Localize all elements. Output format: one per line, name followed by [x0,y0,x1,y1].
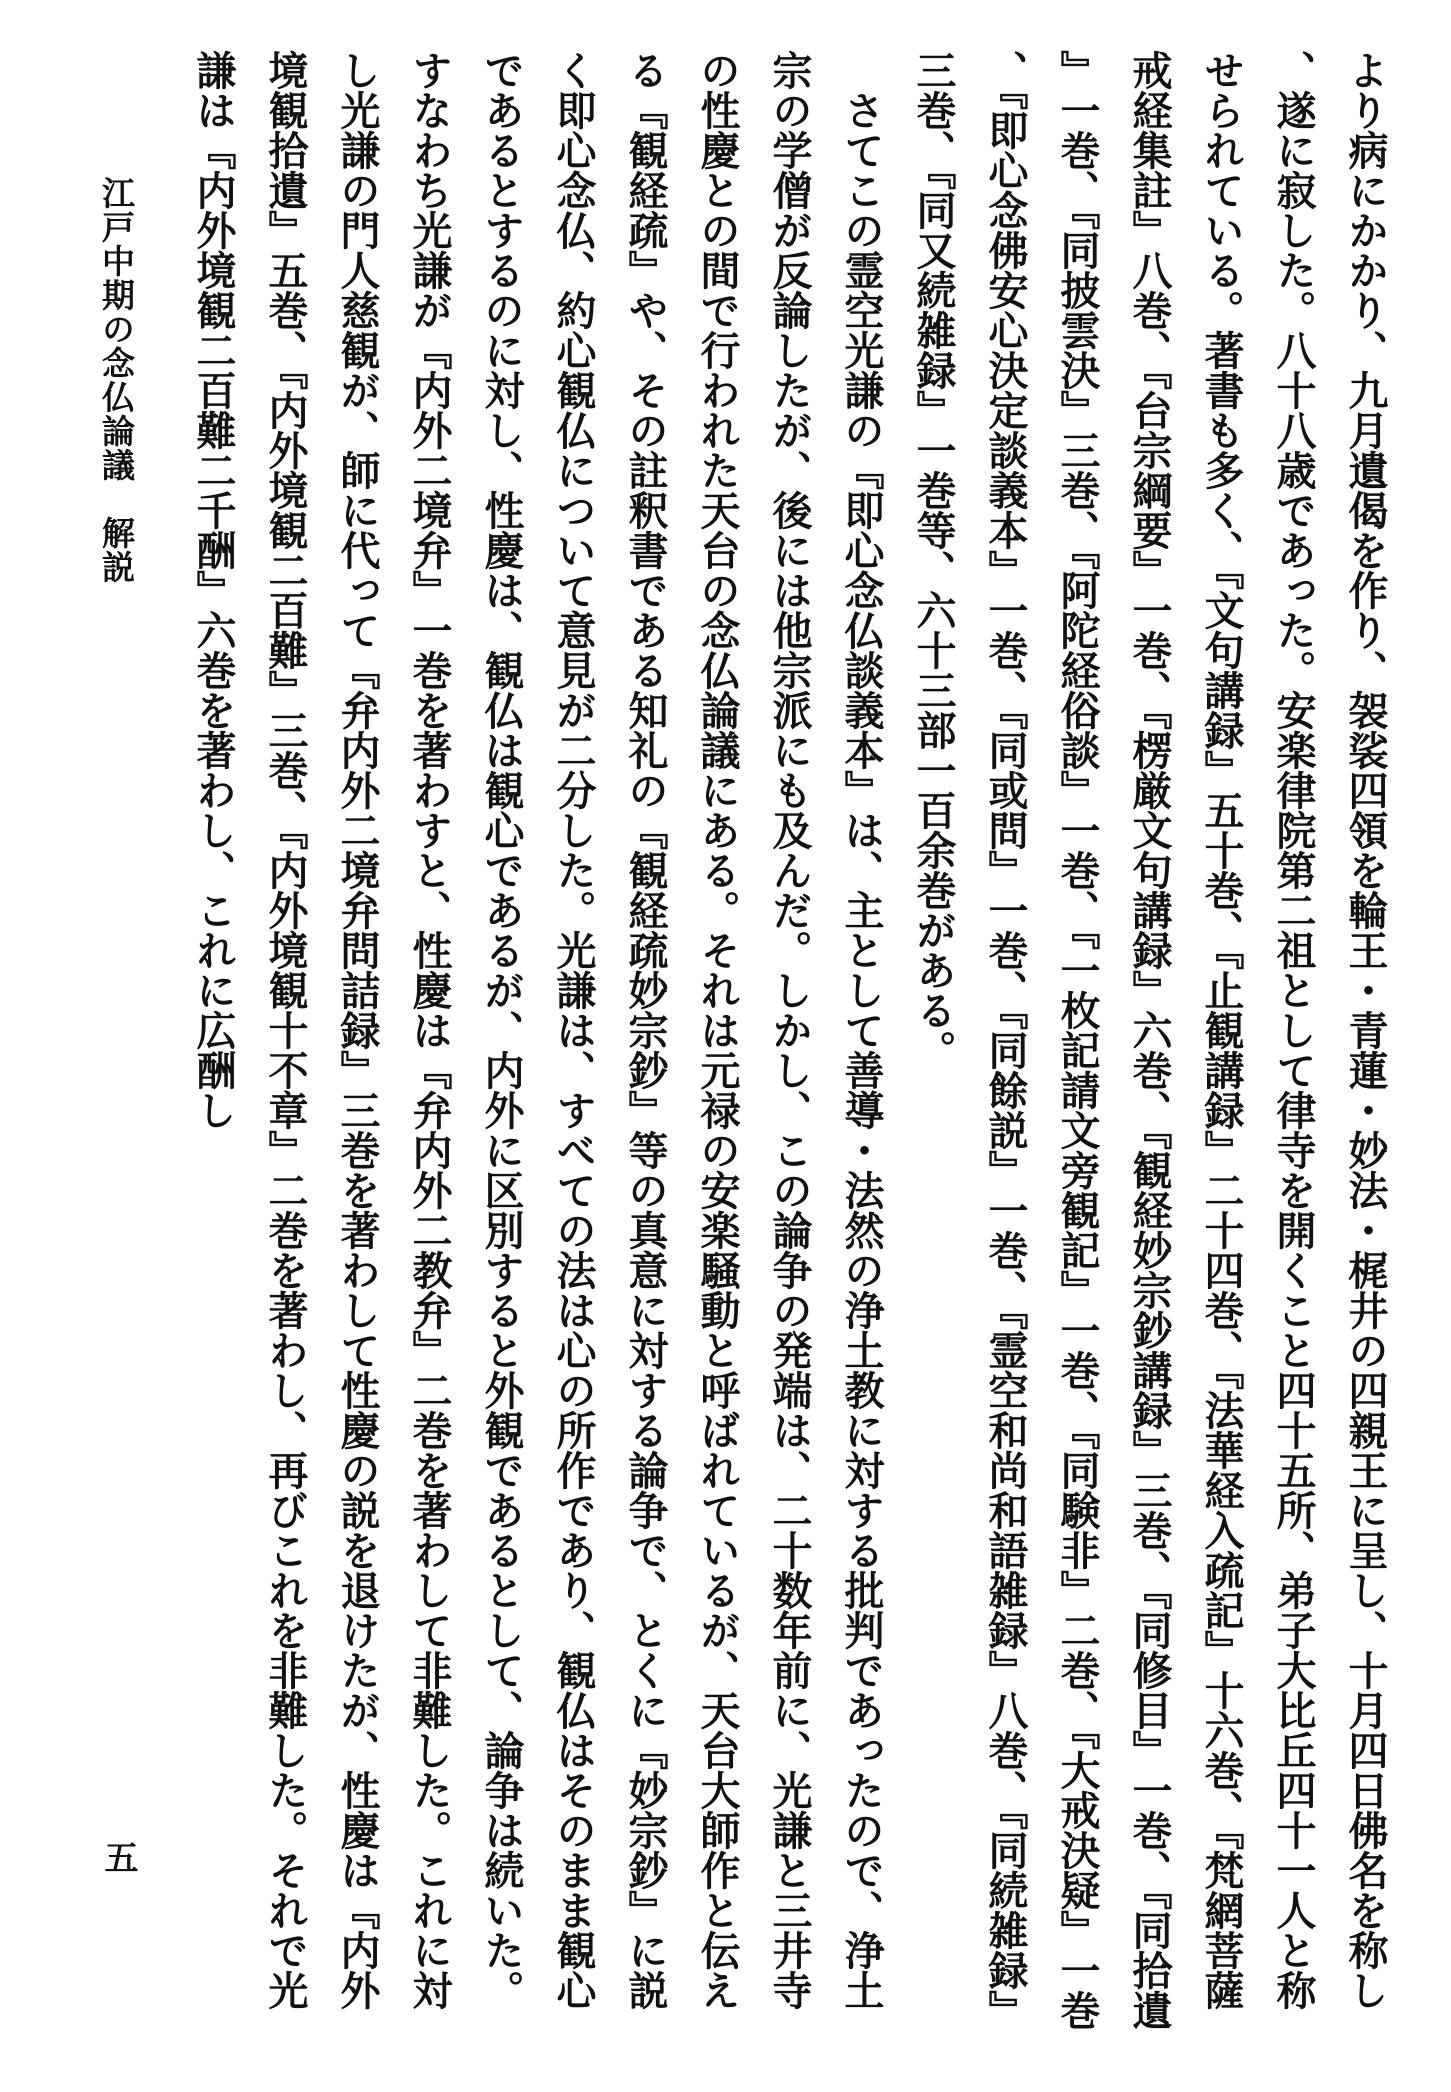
running-head-section: 解説 [97,516,136,584]
running-head [96,176,136,584]
paragraph-2: さてこの霊空光謙の『即心念仏談義本』は、主として善導・法然の浄土教に対する批判であったので、浄土宗の学僧が反論したが、後には他宗派にも及んだ。しかし、この論争の発端は、二十数年前に、光謙と三井寺の性慶との間で行われた天台の念仏論議にある。それは元禄の安楽騒動と呼ばれているが、天台大師作と伝える『観経疏』や、その註釈書である知礼の『観経疏妙宗鈔』等の真意に対する論争で、とくに『妙宗鈔』に説く即心念仏、約心観仏について意見が二分した。光謙は、すべての法は心の所作であり、観仏はそのまま観心であるとするのに対し、性慶は、観仏は観心であるが、内外に区別すると外観であるとして、論争は続いた。すなわち光謙が『内外二境弁』一巻を著わすと、性慶は『弁内外二教弁』二巻を著わして非難した。これに対し光謙の門人慈観が、師に代って『弁内外二境弁問詰録』三巻を著わして性慶の説を退けたが、性慶は『内外境観拾遺』五巻、『内外境観二百難』三巻、『内外境観十不章』二巻を著わし、再びこれを非難した。それで光謙は『内外境観二百難二千酬』六巻を著わし、これに広酬し [190,50,885,2010]
body-text [177,50,1401,2035]
page-number: 五 [98,1840,138,1874]
paragraph-1: より病にかかり、九月遺偈を作り、袈裟四領を輪王・青蓮・妙法・梶井の四親王に呈し、十月四日佛名を称し、遂に寂した。八十八歳であった。安楽律院第二祖として律寺を開くこと四十五所、弟子大比丘四十一人と称せられている。著書も多く、『文句講録』五十巻、『止観講録』二十四巻、『法華経入疏記』十六巻、『梵網菩薩戒経集註』八巻、『台宗綱要』一巻、『楞厳文句講録』六巻、『観経妙宗鈔講録』三巻、『同修目』一巻、『同拾遺』一巻、『同披雲決』三巻、『阿陀経俗談』一巻、『一枚記請文旁観記』一巻、『同験非』二巻、『大戒決疑』一巻、『即心念佛安心決定談義本』一巻、『同或問』一巻、『同餘説』一巻、『霊空和尚和語雑録』八巻、『同続雑録』三巻、『同又続雑録』一巻等、六十三部一百余巻がある。 [910,50,1389,2030]
running-head-title: 江戸中期の念仏論議 [97,176,136,482]
